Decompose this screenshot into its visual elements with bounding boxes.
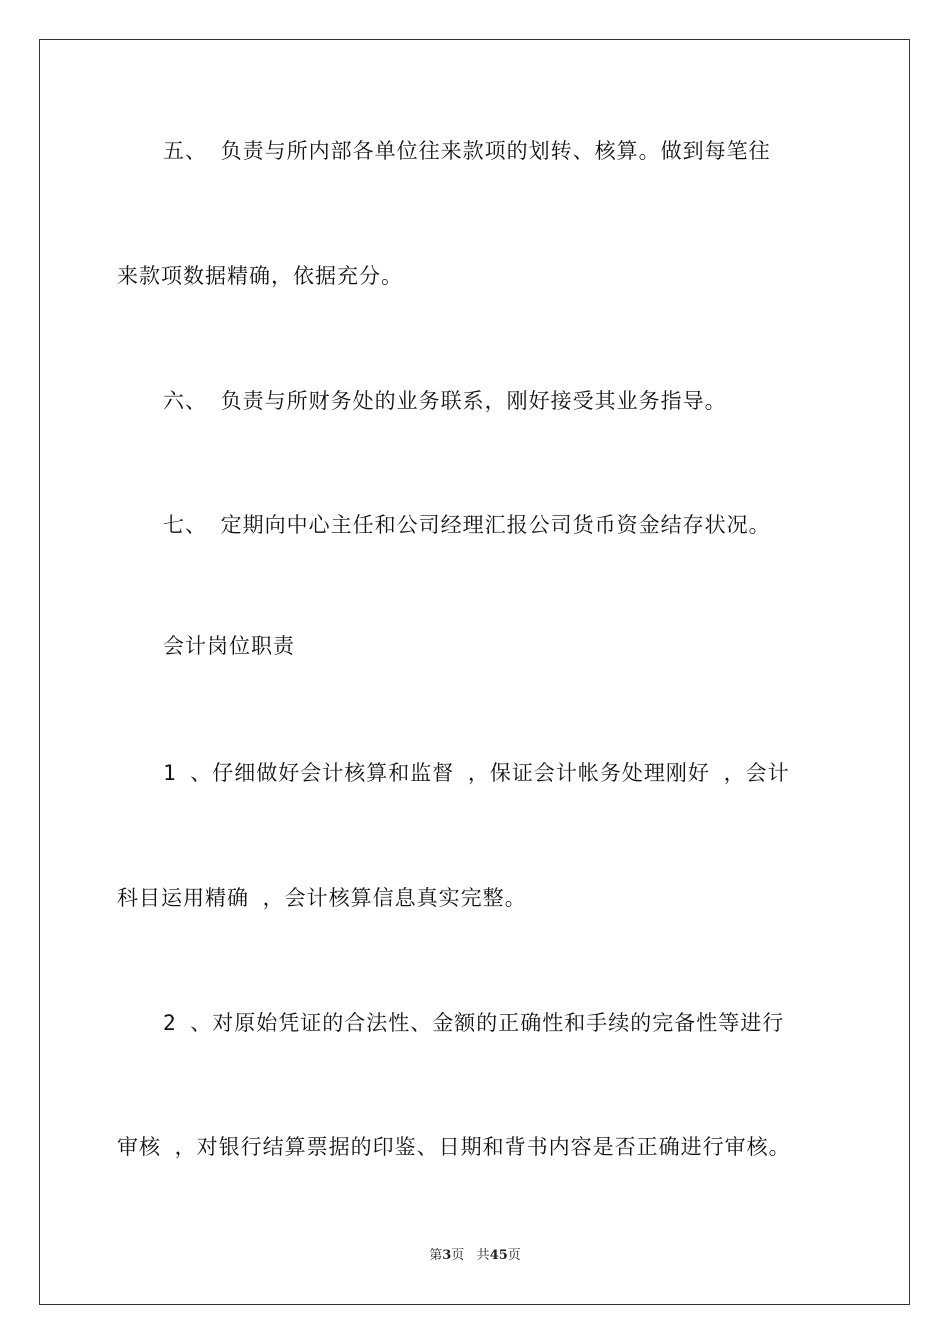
paragraph-5-line-1: 五、 负责与所内部各单位往来款项的划转、核算。做到每笔往	[163, 139, 771, 163]
item-1-line-1: 1 、仔细做好会计核算和监督 ，保证会计帐务处理刚好 ，会计	[163, 761, 790, 785]
paragraph-5-line-2: 来款项数据精确，依据充分。	[117, 264, 403, 288]
page-border	[39, 39, 910, 1305]
paragraph-6: 六、 负责与所财务处的业务联系，刚好接受其业务指导。	[163, 389, 727, 413]
total-prefix: 共	[476, 1248, 490, 1263]
paragraph-7: 七、 定期向中心主任和公司经理汇报公司货币资金结存状况。	[163, 513, 771, 537]
item-2-line-1: 2 、对原始凭证的合法性、金额的正确性和手续的完备性等进行	[163, 1011, 785, 1035]
page-number: 3	[442, 1248, 452, 1263]
item-2-line-2: 审核 ，对银行结算票据的印鉴、日期和背书内容是否正确进行审核。	[117, 1135, 791, 1159]
page-footer	[0, 1248, 950, 1264]
total-pages: 45	[489, 1248, 508, 1263]
item-1-line-2: 科目运用精确 ，会计核算信息真实完整。	[117, 886, 527, 910]
section-heading: 会计岗位职责	[163, 634, 295, 658]
page-suffix: 页	[451, 1248, 465, 1263]
page-prefix: 第	[429, 1248, 443, 1263]
total-suffix: 页	[507, 1248, 521, 1263]
